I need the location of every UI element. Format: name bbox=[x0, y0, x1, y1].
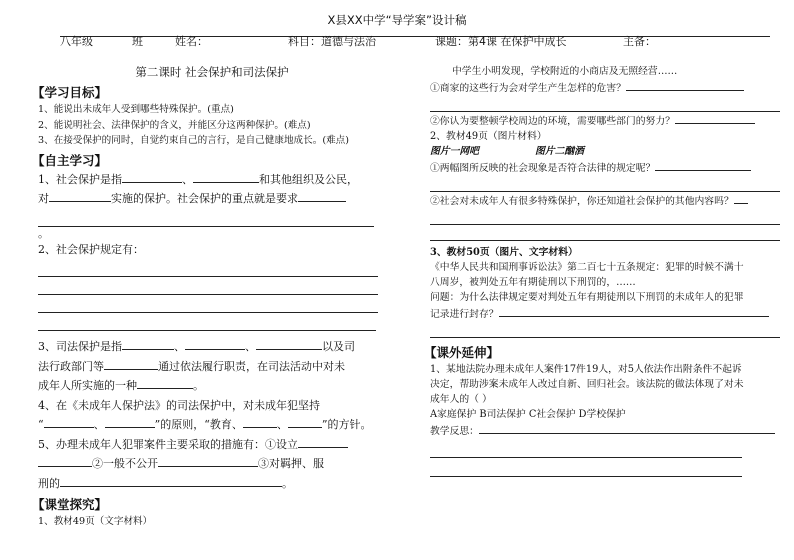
question-4-line-2: “ 、 ”的原则，“教育、 、 ”的方针。 bbox=[38, 418, 372, 431]
blank[interactable] bbox=[38, 455, 92, 467]
law-text-2: 八周岁，被判处五年有期徒刑以下刑罚的，…… bbox=[430, 277, 636, 288]
case-question-2: ②你认为要整顿学校周边的环境，需要哪些部门的努力？ bbox=[430, 112, 780, 129]
answer-line[interactable] bbox=[430, 176, 780, 192]
extension-heading: 【课外延伸】 bbox=[424, 345, 500, 360]
header-info-row bbox=[60, 33, 770, 48]
goal-item: 2、能说明社会、法律保护的含义，并能区分这两种保护。(难点) bbox=[38, 119, 311, 131]
question-1-line-1: 1、社会保护是指 、 和其他组织及公民， bbox=[38, 172, 358, 186]
question-1-line-2: 对 实施的保护。社会保护的重点就是要求 bbox=[38, 189, 386, 209]
goal-item: 1、能说出未成年人受到哪些特殊保护。(重点) bbox=[38, 104, 234, 115]
blank[interactable] bbox=[105, 416, 155, 428]
question-3-line-1: 3、司法保护是指 、 、 以及司 bbox=[38, 340, 355, 353]
grade-label: 八年级 bbox=[60, 35, 93, 48]
answer-line[interactable] bbox=[38, 295, 378, 313]
blank[interactable] bbox=[298, 436, 348, 448]
explore-item-1: 1、教材49页（文字材料） bbox=[38, 516, 153, 527]
question-text-1: 问题：为什么法律规定要对判处五年有期徒刑以下刑罚的未成年人的犯罪 bbox=[430, 292, 744, 303]
case-question-1: ①商家的这些行为会对学生产生怎样的危害？ bbox=[430, 79, 780, 96]
extension-text-1: 1、某地法院办理未成年人案件17件19人，对5人依法作出附条件不起诉 bbox=[430, 364, 742, 375]
question-2: 2、社会保护规定有： bbox=[38, 242, 144, 256]
answer-line[interactable] bbox=[430, 461, 742, 477]
blank[interactable] bbox=[626, 79, 744, 91]
picture-labels bbox=[430, 144, 780, 159]
question-5-line-3: 刑的 。 bbox=[38, 476, 293, 490]
item-2: 2、教材49页（图片材料） bbox=[430, 131, 547, 142]
blank[interactable] bbox=[122, 171, 182, 183]
answer-line[interactable] bbox=[38, 277, 378, 295]
lesson-title: 第二课时 社会保护和司法保护 bbox=[135, 65, 289, 79]
blank[interactable] bbox=[256, 338, 322, 350]
editor-label: 主备： bbox=[623, 35, 656, 48]
blank[interactable] bbox=[44, 416, 94, 428]
blank[interactable] bbox=[60, 475, 282, 487]
picture-1-label: 图片一网吧 bbox=[430, 146, 479, 157]
subject-label: 科目：道德与法治 bbox=[288, 35, 376, 48]
blank[interactable] bbox=[49, 190, 111, 202]
blank[interactable] bbox=[675, 112, 755, 124]
right-column bbox=[424, 64, 780, 477]
blank[interactable] bbox=[137, 377, 193, 389]
answer-line[interactable] bbox=[430, 322, 780, 338]
topic-label: 课题：第4课 在保护中成长 bbox=[435, 35, 567, 48]
blank[interactable] bbox=[243, 416, 277, 428]
self-study-heading: 【自主学习】 bbox=[32, 152, 108, 168]
blank[interactable] bbox=[122, 338, 174, 350]
case-intro: 中学生小明发现，学校附近的小商店及无照经营…… bbox=[452, 66, 678, 77]
blank[interactable] bbox=[499, 305, 769, 317]
blank[interactable] bbox=[298, 190, 346, 202]
question-5-line-1: 5、办理未成年人犯罪案件主要采取的措施有：①设立 bbox=[38, 435, 386, 455]
explore-heading: 【课堂探究】 bbox=[32, 497, 108, 512]
answer-line[interactable] bbox=[430, 209, 780, 225]
answer-line[interactable] bbox=[430, 442, 742, 458]
answer-line[interactable] bbox=[38, 313, 376, 331]
question-3-line-3: 成年人所实施的一种 。 bbox=[38, 379, 204, 392]
extension-text-3: 成年人的（ ） bbox=[430, 394, 492, 405]
picture-question-1: ①两幅图所反映的社会现象是否符合法律的规定呢？ bbox=[430, 159, 780, 176]
class-label: 班 bbox=[132, 35, 143, 48]
answer-line[interactable] bbox=[38, 259, 378, 277]
item-3: 3、教材50页（图片、文字材料） bbox=[430, 247, 578, 258]
blank[interactable] bbox=[193, 171, 259, 183]
goals-heading: 【学习目标】 bbox=[32, 85, 108, 100]
picture-2-label: 图片二酗酒 bbox=[534, 146, 584, 157]
question-1-end: 。 bbox=[38, 226, 49, 240]
answer-line[interactable] bbox=[430, 96, 780, 112]
question-3-line-2: 法行政部门等 通过依法履行职责，在司法活动中对未 bbox=[38, 359, 345, 373]
law-text-1: 《中华人民共和国刑事诉讼法》第二百七十五条规定：犯罪的时候不满十 bbox=[430, 262, 744, 273]
extension-text-2: 决定，帮助涉案未成年人改过自新、回归社会。该法院的做法体现了对未 bbox=[430, 379, 744, 390]
blank[interactable] bbox=[655, 159, 751, 171]
document-title: X县XX中学“导学案”设计稿 bbox=[327, 13, 467, 27]
left-column bbox=[32, 64, 386, 530]
blank[interactable] bbox=[288, 416, 322, 428]
blank[interactable] bbox=[479, 422, 775, 434]
blank[interactable] bbox=[158, 455, 258, 467]
blank[interactable] bbox=[185, 338, 245, 350]
picture-question-2: ②社会对未成年人有很多特殊保护，你还知道社会保护的其他内容吗？ bbox=[430, 192, 780, 209]
answer-line[interactable] bbox=[430, 225, 780, 241]
answer-line[interactable] bbox=[38, 209, 374, 227]
blank[interactable] bbox=[734, 192, 748, 204]
question-text-2: 记录进行封存？ bbox=[430, 305, 780, 322]
reflection-line: 教学反思： bbox=[430, 422, 780, 439]
goal-item: 3、在接受保护的同时，自觉约束自己的言行，是自己健康地成长。(难点) bbox=[38, 135, 349, 146]
extension-options: A家庭保护 B司法保护 C社会保护 D学校保护 bbox=[430, 409, 626, 420]
question-4-line-1: 4、在《未成年人保护法》的司法保护中，对未成年犯坚持 bbox=[38, 398, 320, 412]
question-5-line-2: ②一般不公开 ③对羁押、服 bbox=[38, 454, 386, 474]
blank[interactable] bbox=[104, 358, 158, 370]
name-label: 姓名： bbox=[175, 35, 208, 48]
